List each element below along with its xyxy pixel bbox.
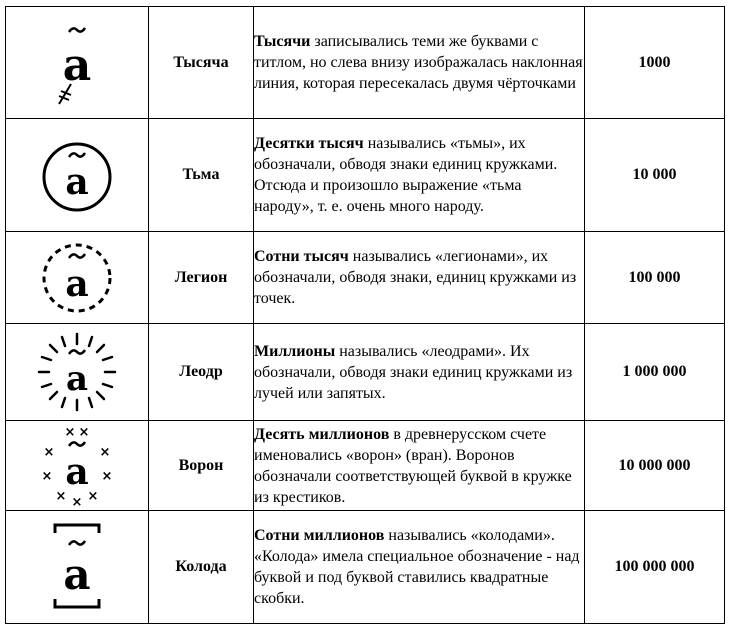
numeral-name: Тысяча	[149, 7, 254, 119]
description-bold: Миллионы	[254, 342, 336, 360]
table-row	[6, 7, 725, 119]
svg-text:×: ×	[87, 488, 99, 504]
table-row	[6, 119, 725, 232]
description-text: назывались «тьмы», их обозначали, обводя знаки единиц кружками. Отсюда и произошло выражение «тьма народу», т. е. очень много народу.	[254, 135, 558, 215]
svg-text:×: ×	[101, 468, 113, 484]
glyph-cell	[6, 421, 149, 511]
numeral-name: Ворон	[149, 421, 254, 511]
numeral-name: Леодр	[149, 324, 254, 421]
glyph-cell	[6, 119, 149, 232]
svg-text:×: ×	[64, 424, 76, 440]
titlo-a-crosses-icon	[37, 424, 117, 508]
glyph-cell	[6, 511, 149, 624]
svg-text:×: ×	[99, 444, 111, 460]
svg-text:×: ×	[41, 468, 53, 484]
numeral-value: 100 000	[585, 232, 725, 324]
table-row	[6, 421, 725, 511]
numeral-name: Легион	[149, 232, 254, 324]
titlo-a-rays-icon	[35, 330, 119, 414]
description-bold: Сотни тысяч	[254, 248, 349, 265]
description-text: записывались теми же буквами с титлом, но слева внизу изображалась наклонная линия, которая пересекалась двумя чёрточками	[254, 33, 583, 92]
titlo-a-brackets-icon	[47, 519, 107, 615]
glyph-cell	[6, 7, 149, 119]
description-text: в древнерусском счете именовались «ворон» (вран). Воронов обозначали соответствующей буквой в кружке из крестиков.	[254, 425, 572, 506]
description-text: назывались «легионами», их обозначали, обводя знаки, единиц кружками из точек.	[254, 248, 577, 307]
description-text: назывались «колодами». «Колода» имела специальное обозначение - над буквой и под буквой ставились квадратные скобки.	[254, 527, 580, 607]
numeral-value: 1 000 000	[585, 324, 725, 421]
description-bold: Тысячи	[254, 33, 311, 50]
description-text: назывались «леодрами». Их обозначали, обводя знаки единиц кружками из лучей или запятых.	[254, 342, 573, 402]
numeral-description	[254, 7, 585, 119]
numeral-description	[254, 119, 585, 232]
numeral-description	[254, 511, 585, 624]
numeral-description	[254, 232, 585, 324]
description-bold: Десятки тысяч	[254, 135, 364, 152]
numerals-table	[5, 6, 725, 624]
svg-text:×: ×	[71, 494, 83, 508]
svg-text:×: ×	[78, 424, 90, 440]
svg-text:a: a	[65, 359, 89, 399]
table-row	[6, 511, 725, 624]
svg-text:a: a	[65, 450, 89, 493]
numeral-description	[254, 421, 585, 511]
description-bold: Сотни миллионов	[254, 527, 385, 544]
svg-text:a: a	[62, 39, 92, 91]
svg-text:a: a	[65, 161, 89, 203]
titlo-a-slanted-stroke-icon	[47, 18, 107, 108]
numeral-value: 10 000 000	[585, 421, 725, 511]
glyph-cell	[6, 324, 149, 421]
numeral-value: 1000	[585, 7, 725, 119]
svg-text:a: a	[65, 262, 89, 305]
svg-text:×: ×	[43, 444, 55, 460]
numeral-value: 10 000	[585, 119, 725, 232]
numeral-description	[254, 324, 585, 421]
titlo-a-circle-icon	[37, 135, 117, 215]
glyph-cell	[6, 232, 149, 324]
numeral-name: Колода	[149, 511, 254, 624]
numeral-value: 100 000 000	[585, 511, 725, 624]
svg-text:a: a	[63, 550, 91, 599]
titlo-a-dotted-circle-icon	[37, 238, 117, 318]
description-bold: Десять миллионов	[254, 425, 390, 443]
numeral-name: Тьма	[149, 119, 254, 232]
svg-text:×: ×	[55, 488, 67, 504]
table-row	[6, 232, 725, 324]
table-row	[6, 324, 725, 421]
